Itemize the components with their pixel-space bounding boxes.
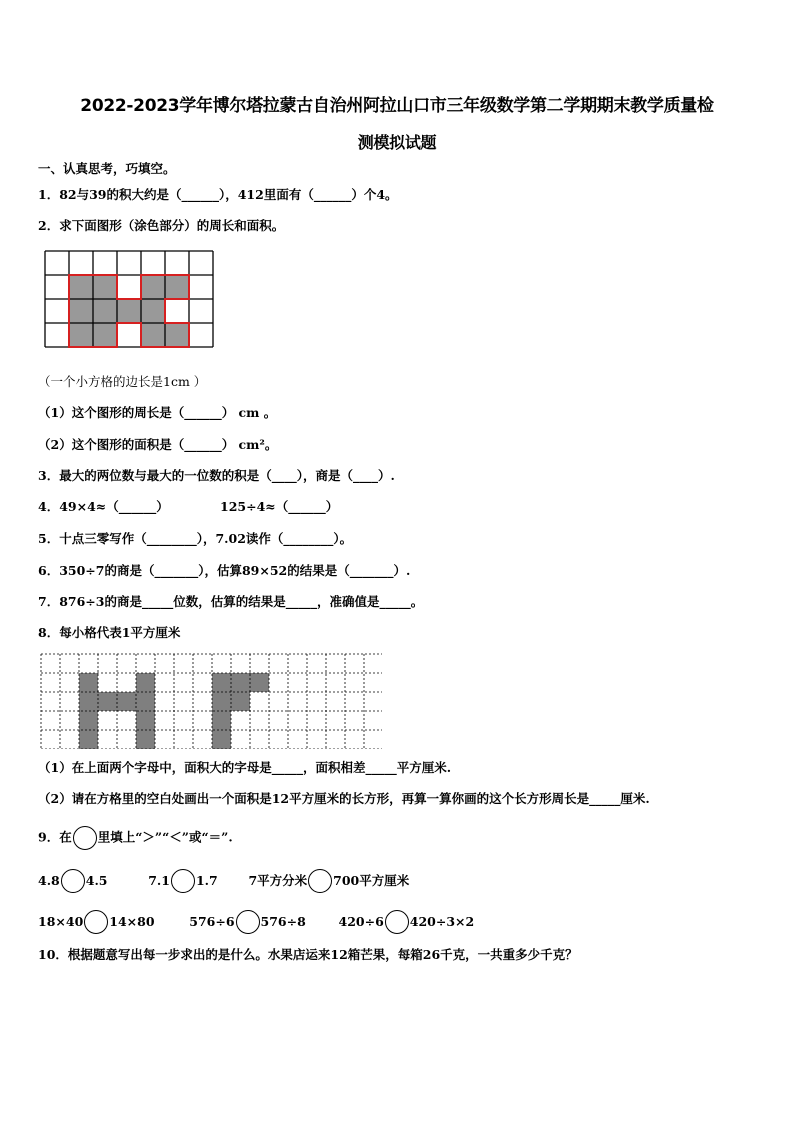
question-2-part-1: （1）这个图形的周长是（______） cm 。: [38, 405, 277, 420]
letter-cell: [212, 692, 231, 711]
question-2-part-2: （2）这个图形的面积是（______） cm²。: [38, 437, 278, 452]
shaded-cell: [69, 275, 93, 299]
question-9-instruction: 里填上“＞”“＜”或“＝”.: [97, 829, 233, 845]
answer-circle[interactable]: [385, 910, 409, 934]
letter-cell: [79, 692, 98, 711]
shaded-cell: [117, 299, 141, 323]
question-2: 2．求下面图形（涂色部分）的周长和面积。: [38, 218, 285, 233]
question-9: [38, 826, 233, 850]
letter-cell: [212, 673, 231, 692]
blank-circle-icon: [73, 826, 97, 850]
question-5: 5．十点三零写作（________），7.02读作（________）。: [38, 531, 353, 546]
letter-cell: [79, 711, 98, 730]
question-8: 8．每小格代表1平方厘米: [38, 625, 181, 640]
shaded-cell: [93, 299, 117, 323]
question-1: 1．82与39的积大约是（______），412里面有（______）个4。: [38, 187, 398, 202]
letter-cell: [136, 673, 155, 692]
answer-circle[interactable]: [171, 869, 195, 893]
comparison-item: 576÷6 576÷8: [189, 914, 306, 929]
letter-cell: [98, 692, 117, 711]
question-8-part-2: （2）请在方格里的空白处画出一个面积是12平方厘米的长方形，再算一算你画的这个长方形周长是_____厘米.: [38, 791, 650, 806]
shaded-cell: [141, 323, 165, 347]
letter-cell: [79, 730, 98, 749]
comparison-item: 7平方分米 700平方厘米: [248, 873, 409, 888]
letter-cell: [250, 673, 269, 692]
letter-cell: [212, 730, 231, 749]
comparison-item: 18×40 14×80: [38, 914, 155, 929]
shaded-cell: [141, 299, 165, 323]
page-title: 2022-2023学年博尔塔拉蒙古自治州阿拉山口市三年级数学第二学期期末教学质量检: [80, 96, 714, 116]
question-7: 7．876÷3的商是_____位数，估算的结果是_____，准确值是_____。: [38, 594, 424, 609]
letters-hf-grid: [40, 653, 382, 749]
letter-cell: [136, 692, 155, 711]
answer-circle[interactable]: [61, 869, 85, 893]
letter-cell: [231, 692, 250, 711]
shaded-cell: [165, 275, 189, 299]
shaded-cell: [93, 275, 117, 299]
shaded-cell: [93, 323, 117, 347]
question-4-part-b: 125÷4≈（______）: [220, 499, 339, 514]
question-3: 3．最大的两位数与最大的一位数的积是（____），商是（____）.: [38, 468, 395, 483]
question-8-part-1: （1）在上面两个字母中，面积大的字母是_____，面积相差_____平方厘米.: [38, 760, 452, 775]
shaded-shape-grid: [44, 250, 218, 358]
comparison-row-1: [38, 869, 409, 893]
letter-cell: [79, 673, 98, 692]
section-heading: 一、认真思考，巧填空。: [38, 161, 176, 176]
comparison-row-2: [38, 910, 474, 934]
letter-cell: [231, 673, 250, 692]
question-9-prefix: 9．在: [38, 829, 72, 845]
shaded-cell: [141, 275, 165, 299]
shaded-cell: [165, 323, 189, 347]
question-4-part-a: 4．49×4≈（______）: [38, 499, 169, 514]
question-6: 6．350÷7的商是（_______），估算89×52的结果是（_______）.: [38, 563, 411, 578]
answer-circle[interactable]: [84, 910, 108, 934]
letter-cell: [136, 711, 155, 730]
comparison-item: 7.1 1.7: [148, 873, 218, 888]
grid-unit-note: （一个小方格的边长是1cm ）: [38, 374, 207, 389]
answer-circle[interactable]: [308, 869, 332, 893]
page-title-continued: 测模拟试题: [357, 133, 437, 152]
letter-cell: [212, 711, 231, 730]
comparison-item: 420÷6 420÷3×2: [339, 914, 475, 929]
shaded-cell: [69, 299, 93, 323]
question-10: 10．根据题意写出每一步求出的是什么。水果店运来12箱芒果，每箱26千克，一共重多少千克？: [38, 947, 578, 962]
answer-circle[interactable]: [236, 910, 260, 934]
letter-cell: [117, 692, 136, 711]
letter-cell: [136, 730, 155, 749]
comparison-item: 4.8 4.5: [38, 873, 108, 888]
shaded-cell: [69, 323, 93, 347]
